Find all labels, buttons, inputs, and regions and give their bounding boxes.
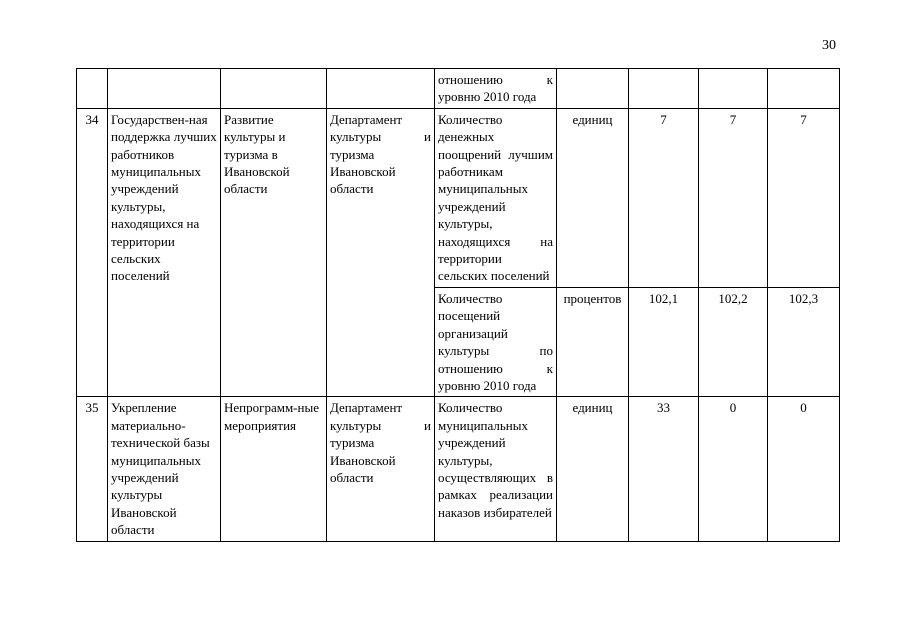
indicator-text: Количество муниципальных учреждений культуры, осуществляющих в рамках реализации наказов избирателей [435,397,557,541]
table-row [77,108,840,287]
measure-name: Государствен-ная поддержка лучших работников муниципальных учреждений культуры, находящихся на территории сельских поселений [108,108,221,397]
program-table [76,68,840,542]
row-number: 34 [77,108,108,397]
value-cell [699,69,768,109]
table-row [77,397,840,541]
num-cell [77,69,108,109]
program-name: Развитие культуры и туризма в Ивановской области [221,108,327,397]
value-2: 7 [699,108,768,287]
value-cell [768,69,840,109]
indicator-cell: отношению к уровню 2010 года [435,69,557,109]
value-1: 33 [629,397,699,541]
value-1: 102,1 [629,287,699,396]
table-row-continuation [77,69,840,109]
name-cell [108,69,221,109]
row-number: 35 [77,397,108,541]
indicator-text: Количество денежных поощрений лучшим работникам муниципальных учреждений культуры, находящихся на территории сельских поселений [435,108,557,287]
program-name: Непрограмм-ные мероприятия [221,397,327,541]
executor-name: Департамент культуры и туризма Ивановской области [327,108,435,397]
value-cell [629,69,699,109]
value-2: 0 [699,397,768,541]
value-2: 102,2 [699,287,768,396]
value-3: 0 [768,397,840,541]
executor-cell [327,69,435,109]
value-1: 7 [629,108,699,287]
measure-name: Укрепление материально-технической базы муниципальных учреждений культуры Ивановской области [108,397,221,541]
unit-text: единиц [557,108,629,287]
executor-name: Департамент культуры и туризма Ивановской области [327,397,435,541]
program-cell [221,69,327,109]
value-3: 7 [768,108,840,287]
page-number: 30 [822,38,836,53]
value-3: 102,3 [768,287,840,396]
indicator-text: Количество посещений организаций культуры по отношению к уровню 2010 года [435,287,557,396]
unit-cell [557,69,629,109]
unit-text: процентов [557,287,629,396]
unit-text: единиц [557,397,629,541]
